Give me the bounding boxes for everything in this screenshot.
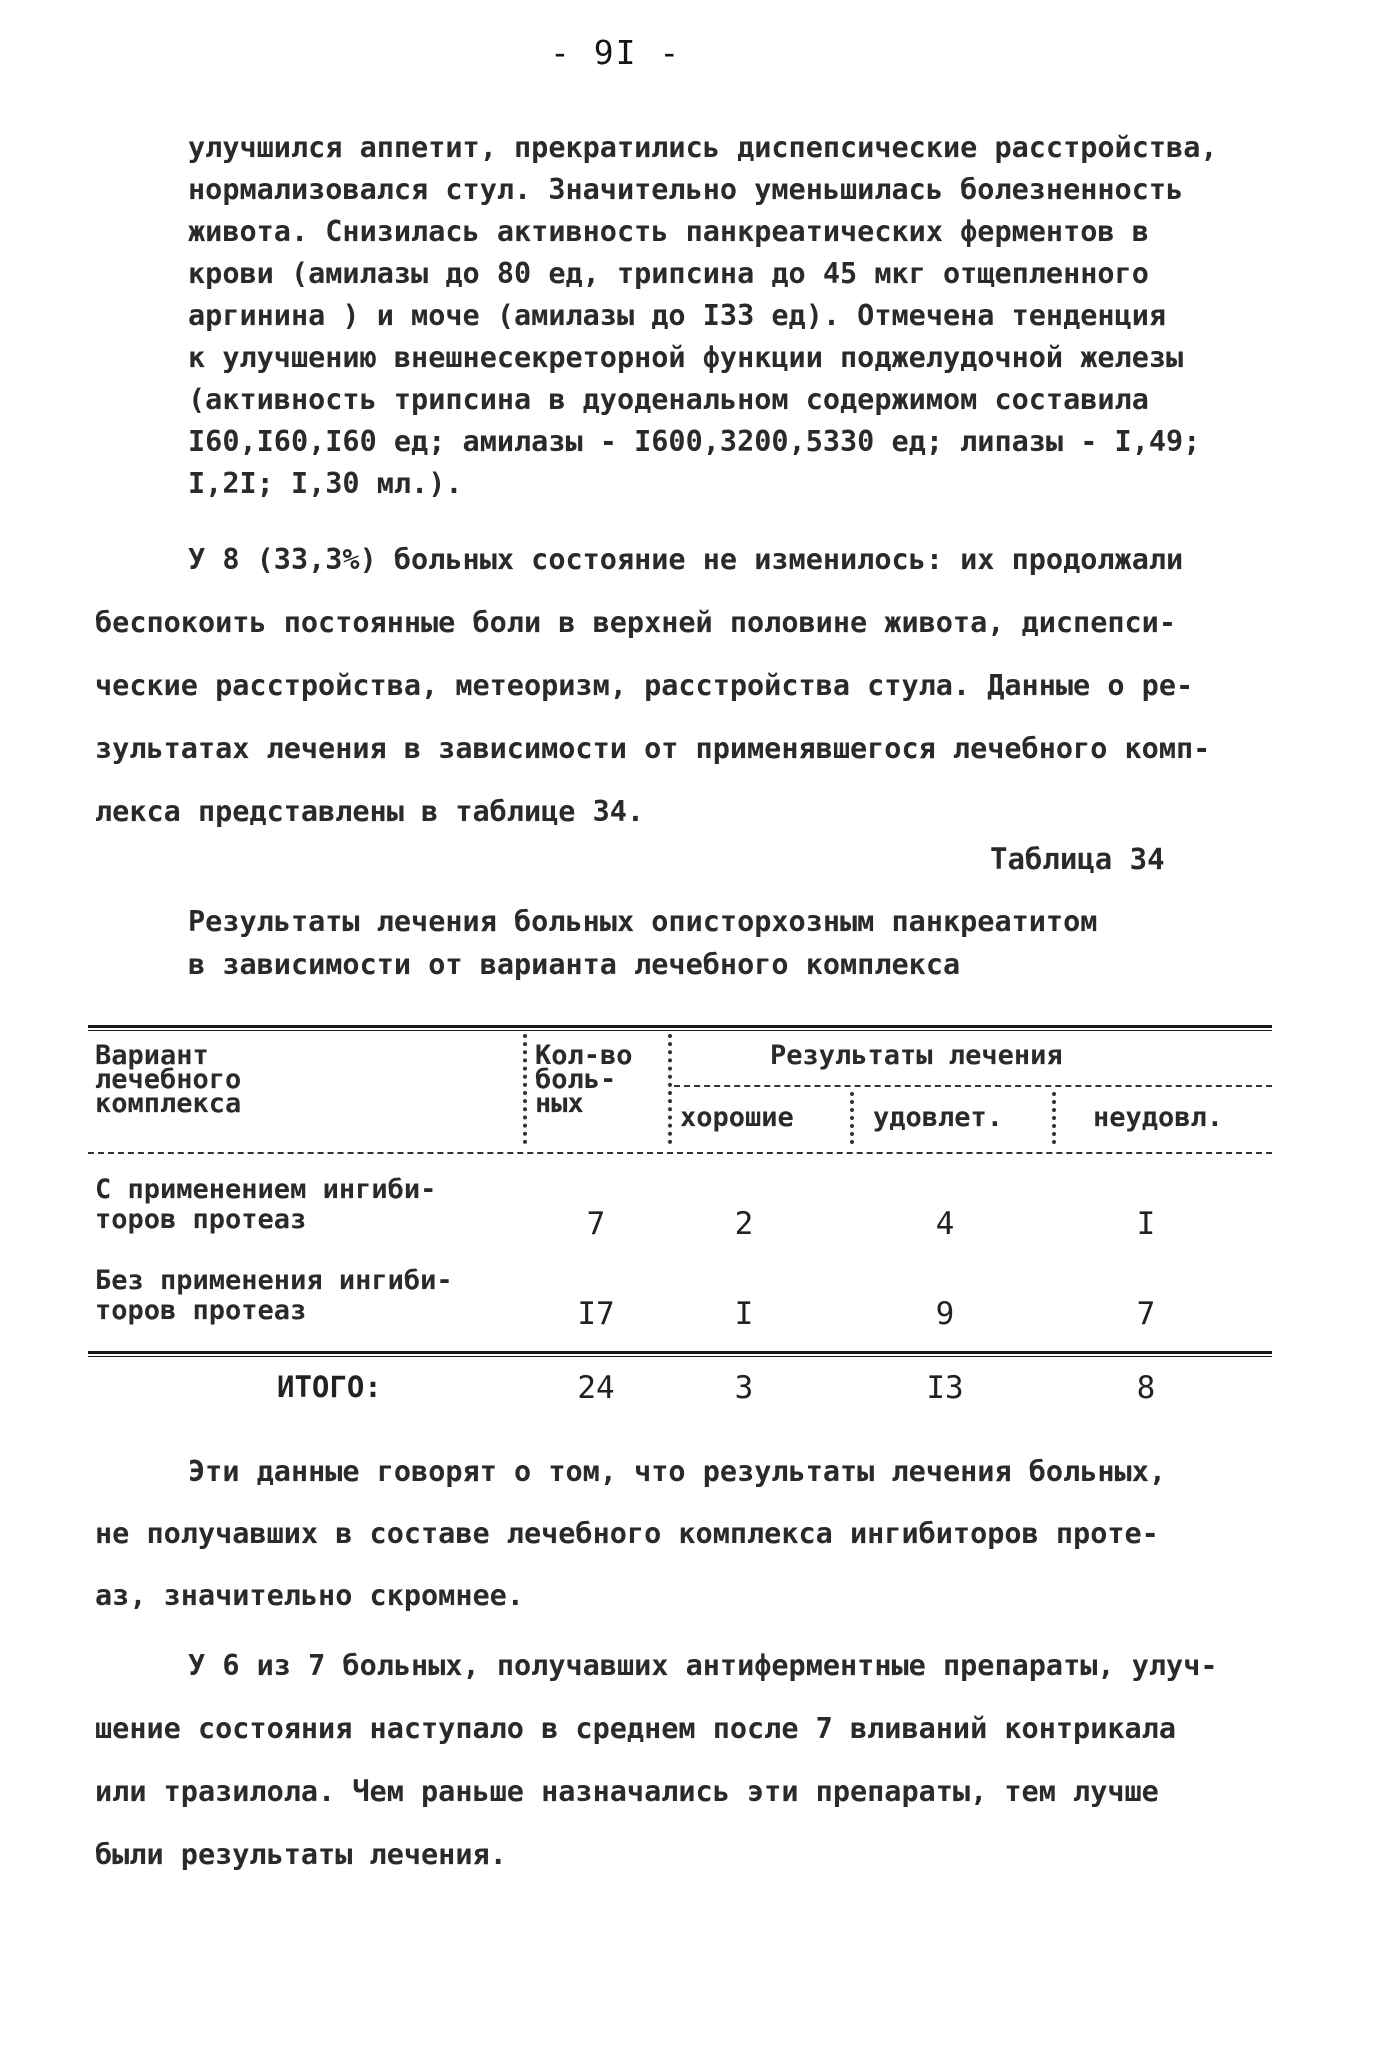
paragraph-1-line: к улучшению внешнесекреторной функции поджелудочной железы <box>188 341 1184 374</box>
header-good: хорошие <box>680 1102 794 1133</box>
total-count: 24 <box>577 1370 615 1406</box>
table-title-line: в зависимости от варианта лечебного комплекса <box>188 948 961 981</box>
row-satisfactory: 4 <box>935 1206 955 1242</box>
table-total-rule <box>88 1351 1272 1354</box>
row-unsatisfactory: I <box>1136 1206 1156 1242</box>
paragraph-1-line: нормализовался стул. Значительно уменьшилась болезненность <box>188 173 1184 206</box>
paragraph-4-line: шение состояния наступало в среднем после 7 вливаний контрикала <box>95 1712 1176 1745</box>
paragraph-2-line: лекса представлены в таблице 34. <box>95 795 645 828</box>
column-divider <box>668 1034 672 1144</box>
row-count: 7 <box>586 1206 606 1242</box>
table-title-line: Результаты лечения больных описторхозным панкреатитом <box>188 905 1098 938</box>
total-satisfactory: I3 <box>926 1370 964 1406</box>
paragraph-4-line: были результаты лечения. <box>95 1838 507 1871</box>
header-unsatisfactory: неудовл. <box>1093 1102 1224 1133</box>
paragraph-1-line: I60,I60,I60 ед; амилазы - I600,3200,5330 ед; липазы - I,49; <box>188 425 1201 458</box>
table-total-rule-thin <box>88 1356 1272 1357</box>
paragraph-3-line: не получавших в составе лечебного комплекса ингибиторов проте- <box>95 1517 1159 1550</box>
column-divider <box>1052 1092 1056 1144</box>
table-top-rule-thin <box>88 1030 1272 1031</box>
paragraph-3-line: аз, значительно скромнее. <box>95 1579 524 1612</box>
paragraph-2-line: ческие расстройства, метеоризм, расстройства стула. Данные о ре- <box>95 669 1194 702</box>
total-unsatisfactory: 8 <box>1136 1370 1156 1406</box>
header-bottom-rule <box>88 1152 1272 1154</box>
paragraph-4-line: У 6 из 7 больных, получавших антиферментные препараты, улуч- <box>188 1649 1218 1682</box>
row-satisfactory: 9 <box>935 1296 955 1332</box>
row-label: С применением ингиби- торов протеаз <box>95 1174 437 1235</box>
page-number: - 9I - <box>550 33 682 72</box>
paragraph-1-line: улучшился аппетит, прекратились диспепсические расстройства, <box>188 131 1218 164</box>
paragraph-2-line: беспокоить постоянные боли в верхней половине живота, диспепси- <box>95 606 1176 639</box>
paragraph-1-line: (активность трипсина в дуоденальном содержимом составила <box>188 383 1149 416</box>
header-satisfactory: удовлет. <box>873 1102 1004 1133</box>
row-good: 2 <box>734 1206 754 1242</box>
header-variant: Вариант лечебного комплекса <box>95 1040 242 1119</box>
row-label: Без применения ингиби- торов протеаз <box>95 1265 453 1326</box>
paragraph-2-line: У 8 (33,3%) больных состояние не изменилось: их продолжали <box>188 543 1184 576</box>
paragraph-1-line: аргинина ) и моче (амилазы до I33 ед). Отмечена тенденция <box>188 299 1167 332</box>
paragraph-4-line: или тразилола. Чем раньше назначались эти препараты, тем лучше <box>95 1775 1159 1808</box>
column-divider <box>850 1092 854 1144</box>
header-results: Результаты лечения <box>770 1040 1063 1071</box>
total-good: 3 <box>734 1370 754 1406</box>
total-label: ИТОГО: <box>277 1370 382 1404</box>
table-top-rule <box>88 1025 1272 1028</box>
header-subrule <box>674 1085 1272 1087</box>
header-count: Кол-во боль- ных <box>535 1040 633 1119</box>
paragraph-1-line: I,2I; I,30 мл.). <box>188 467 463 500</box>
paragraph-1-line: живота. Снизилась активность панкреатических ферментов в <box>188 215 1149 248</box>
column-divider <box>523 1034 527 1144</box>
row-unsatisfactory: 7 <box>1136 1296 1156 1332</box>
paragraph-1-line: крови (амилазы до 80 ед, трипсина до 45 мкг отщепленного <box>188 257 1149 290</box>
row-count: I7 <box>577 1296 615 1332</box>
row-good: I <box>734 1296 754 1332</box>
table-caption: Таблица 34 <box>990 842 1165 876</box>
paragraph-3-line: Эти данные говорят о том, что результаты лечения больных, <box>188 1455 1167 1488</box>
paragraph-2-line: зультатах лечения в зависимости от применявшегося лечебного комп- <box>95 732 1211 765</box>
